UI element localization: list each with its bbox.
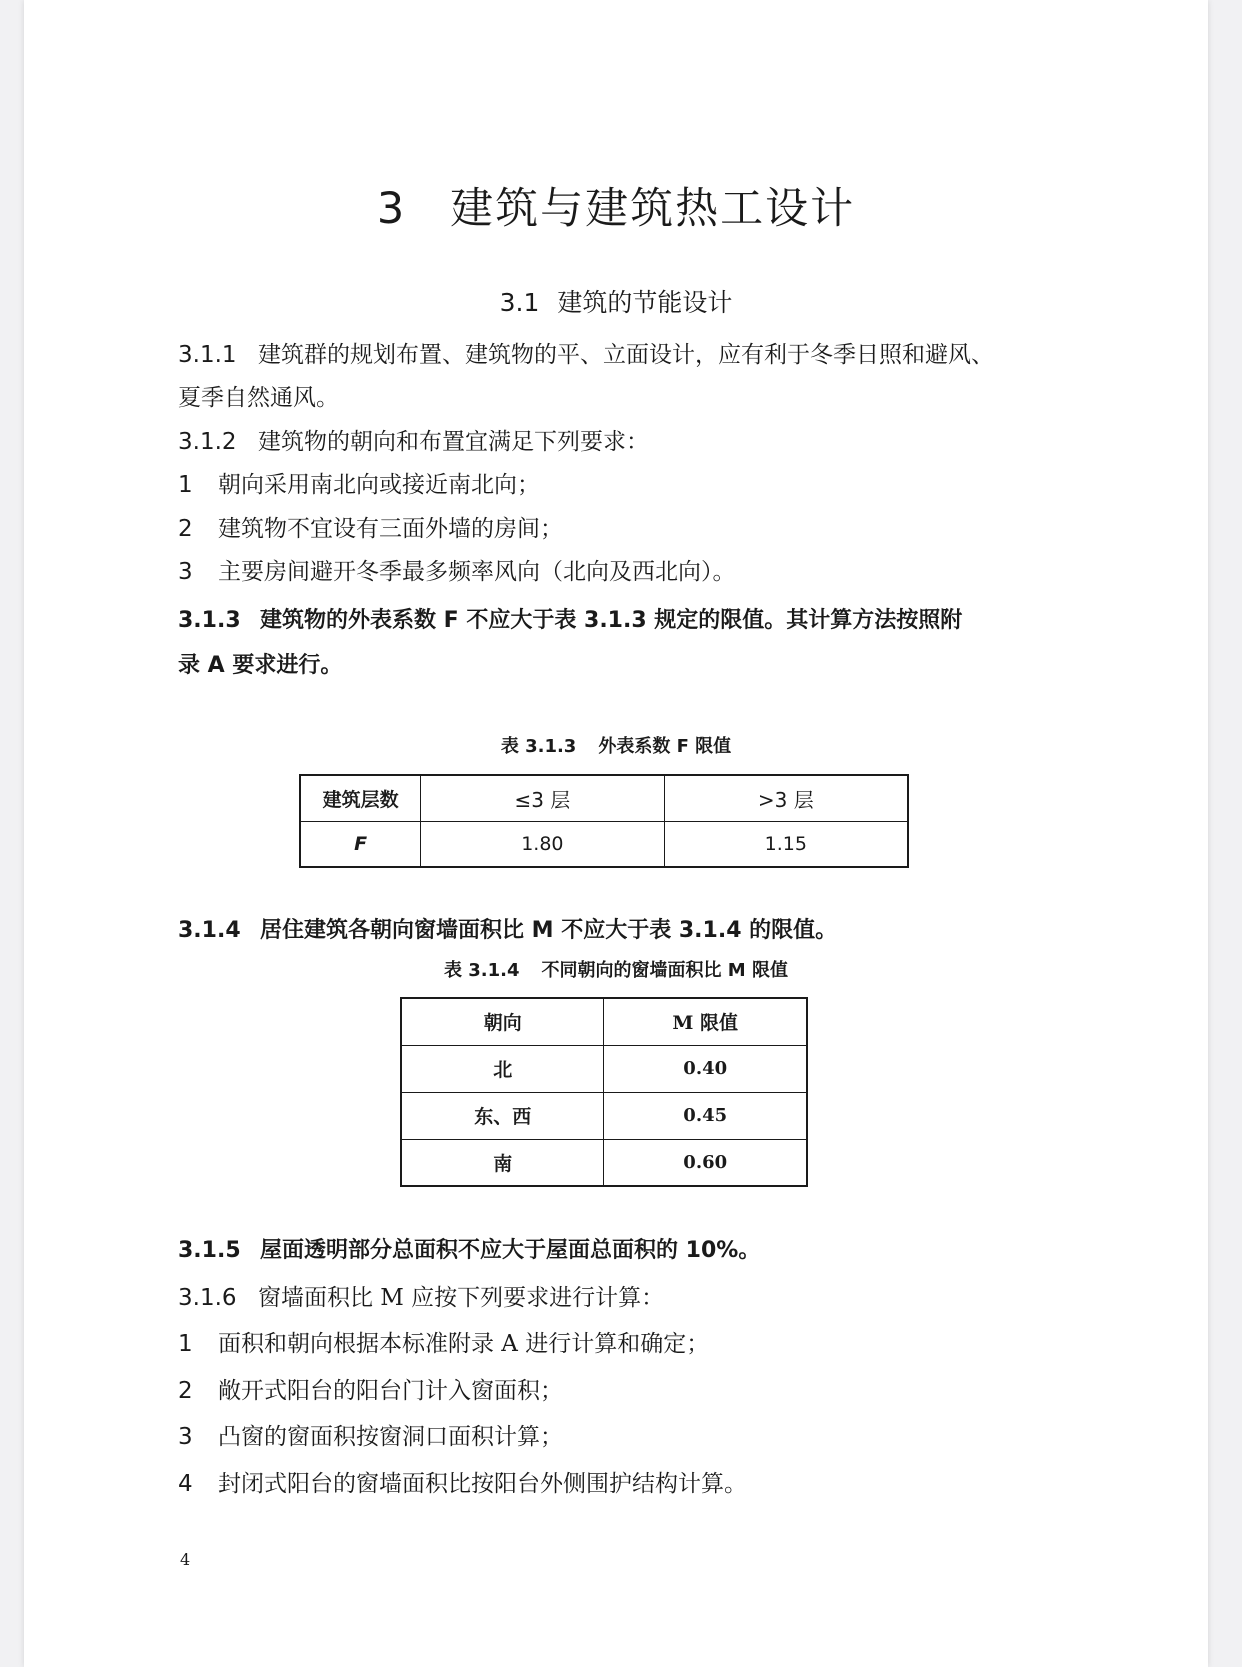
chapter-title: 建筑与建筑热工设计 (450, 184, 856, 234)
list-item (178, 1418, 563, 1451)
table2 (400, 997, 808, 1187)
item-text: 封闭式阳台的窗墙面积比按阳台外侧围护结构计算。 (218, 1471, 747, 1497)
item-text: 凸窗的窗面积按窗洞口面积计算； (218, 1424, 563, 1450)
clause-3-1-5 (178, 1233, 760, 1264)
table1-cell: 1.80 (421, 821, 664, 867)
section-heading (24, 283, 1208, 319)
table-row (401, 1092, 807, 1139)
clause-3-1-4 (178, 913, 837, 944)
item-number: 3 (178, 1424, 193, 1450)
clause-3-1-3-continued (178, 648, 342, 679)
clause-text: 建筑物的朝向和布置宜满足下列要求： (258, 429, 649, 455)
table1-caption-title: 外表系数 F 限值 (598, 736, 732, 757)
clause-number: 3.1.5 (178, 1238, 241, 1263)
item-text: 敞开式阳台的阳台门计入窗面积； (218, 1378, 563, 1404)
item-text: 朝向采用南北向或接近南北向； (218, 472, 540, 498)
clause-3-1-1-continued (178, 379, 339, 412)
table2-cell: 0.45 (604, 1092, 807, 1139)
list-item (178, 1325, 709, 1358)
item-text: 主要房间避开冬季最多频率风向（北向及西北向）。 (218, 559, 736, 585)
table2-cell: 0.40 (604, 1045, 807, 1092)
item-number: 2 (178, 1378, 193, 1404)
table-row (401, 1139, 807, 1186)
page-number: 4 (180, 1550, 191, 1569)
section-number: 3.1 (499, 288, 540, 317)
clause-text: 建筑群的规划布置、建筑物的平、立面设计，应有利于冬季日照和避风、 (258, 342, 994, 368)
clause-number: 3.1.6 (178, 1285, 237, 1311)
section-title: 建筑的节能设计 (557, 288, 733, 317)
table1-header-cell: 建筑层数 (300, 775, 421, 821)
table2-caption-number: 表 3.1.4 (444, 960, 520, 981)
table2-cell: 东、西 (401, 1092, 604, 1139)
list-item (178, 466, 540, 499)
table1-header-cell: >3 层 (664, 775, 908, 821)
table-row (401, 1045, 807, 1092)
clause-3-1-6 (178, 1279, 664, 1312)
table-row (300, 775, 908, 821)
item-text: 建筑物不宜设有三面外墙的房间； (218, 516, 563, 542)
clause-number: 3.1.1 (178, 342, 237, 368)
clause-number: 3.1.3 (178, 608, 241, 633)
chapter-heading (24, 175, 1208, 236)
table2-caption (24, 956, 1208, 982)
chapter-number: 3 (376, 184, 407, 234)
clause-3-1-3 (178, 603, 962, 634)
clause-number: 3.1.4 (178, 918, 241, 943)
item-number: 1 (178, 472, 193, 498)
item-text: 面积和朝向根据本标准附录 A 进行计算和确定； (218, 1331, 710, 1357)
table1-caption-number: 表 3.1.3 (500, 736, 577, 757)
item-number: 4 (178, 1471, 193, 1497)
clause-3-1-2 (178, 423, 649, 456)
list-item (178, 1372, 563, 1405)
list-item (178, 553, 736, 586)
clause-text: 窗墙面积比 M 应按下列要求进行计算： (258, 1285, 665, 1311)
table1-cell: F (300, 821, 421, 867)
table1 (299, 774, 909, 868)
clause-text: 建筑物的外表系数 F 不应大于表 3.1.3 规定的限值。其计算方法按照附 (260, 608, 963, 633)
table2-header-cell: 朝向 (401, 998, 604, 1045)
clause-3-1-1 (178, 336, 994, 369)
table2-caption-title: 不同朝向的窗墙面积比 M 限值 (541, 960, 788, 981)
item-number: 2 (178, 516, 193, 542)
item-number: 1 (178, 1331, 193, 1357)
clause-text: 屋面透明部分总面积不应大于屋面总面积的 10%。 (260, 1238, 761, 1263)
table2-cell: 北 (401, 1045, 604, 1092)
document-page (24, 0, 1208, 1667)
list-item (178, 510, 563, 543)
clause-text: 居住建筑各朝向窗墙面积比 M 不应大于表 3.1.4 的限值。 (260, 918, 838, 943)
table1-caption (24, 732, 1208, 758)
clause-number: 3.1.2 (178, 429, 237, 455)
clause-text: 录 A 要求进行。 (178, 653, 343, 678)
table1-header-cell: ≤3 层 (421, 775, 664, 821)
item-number: 3 (178, 559, 193, 585)
table-row (300, 821, 908, 867)
table2-header-cell: M 限值 (604, 998, 807, 1045)
table2-cell: 0.60 (604, 1139, 807, 1186)
table1-cell: 1.15 (664, 821, 908, 867)
table2-cell: 南 (401, 1139, 604, 1186)
clause-text: 夏季自然通风。 (178, 385, 339, 411)
list-item (178, 1465, 747, 1498)
table-row (401, 998, 807, 1045)
